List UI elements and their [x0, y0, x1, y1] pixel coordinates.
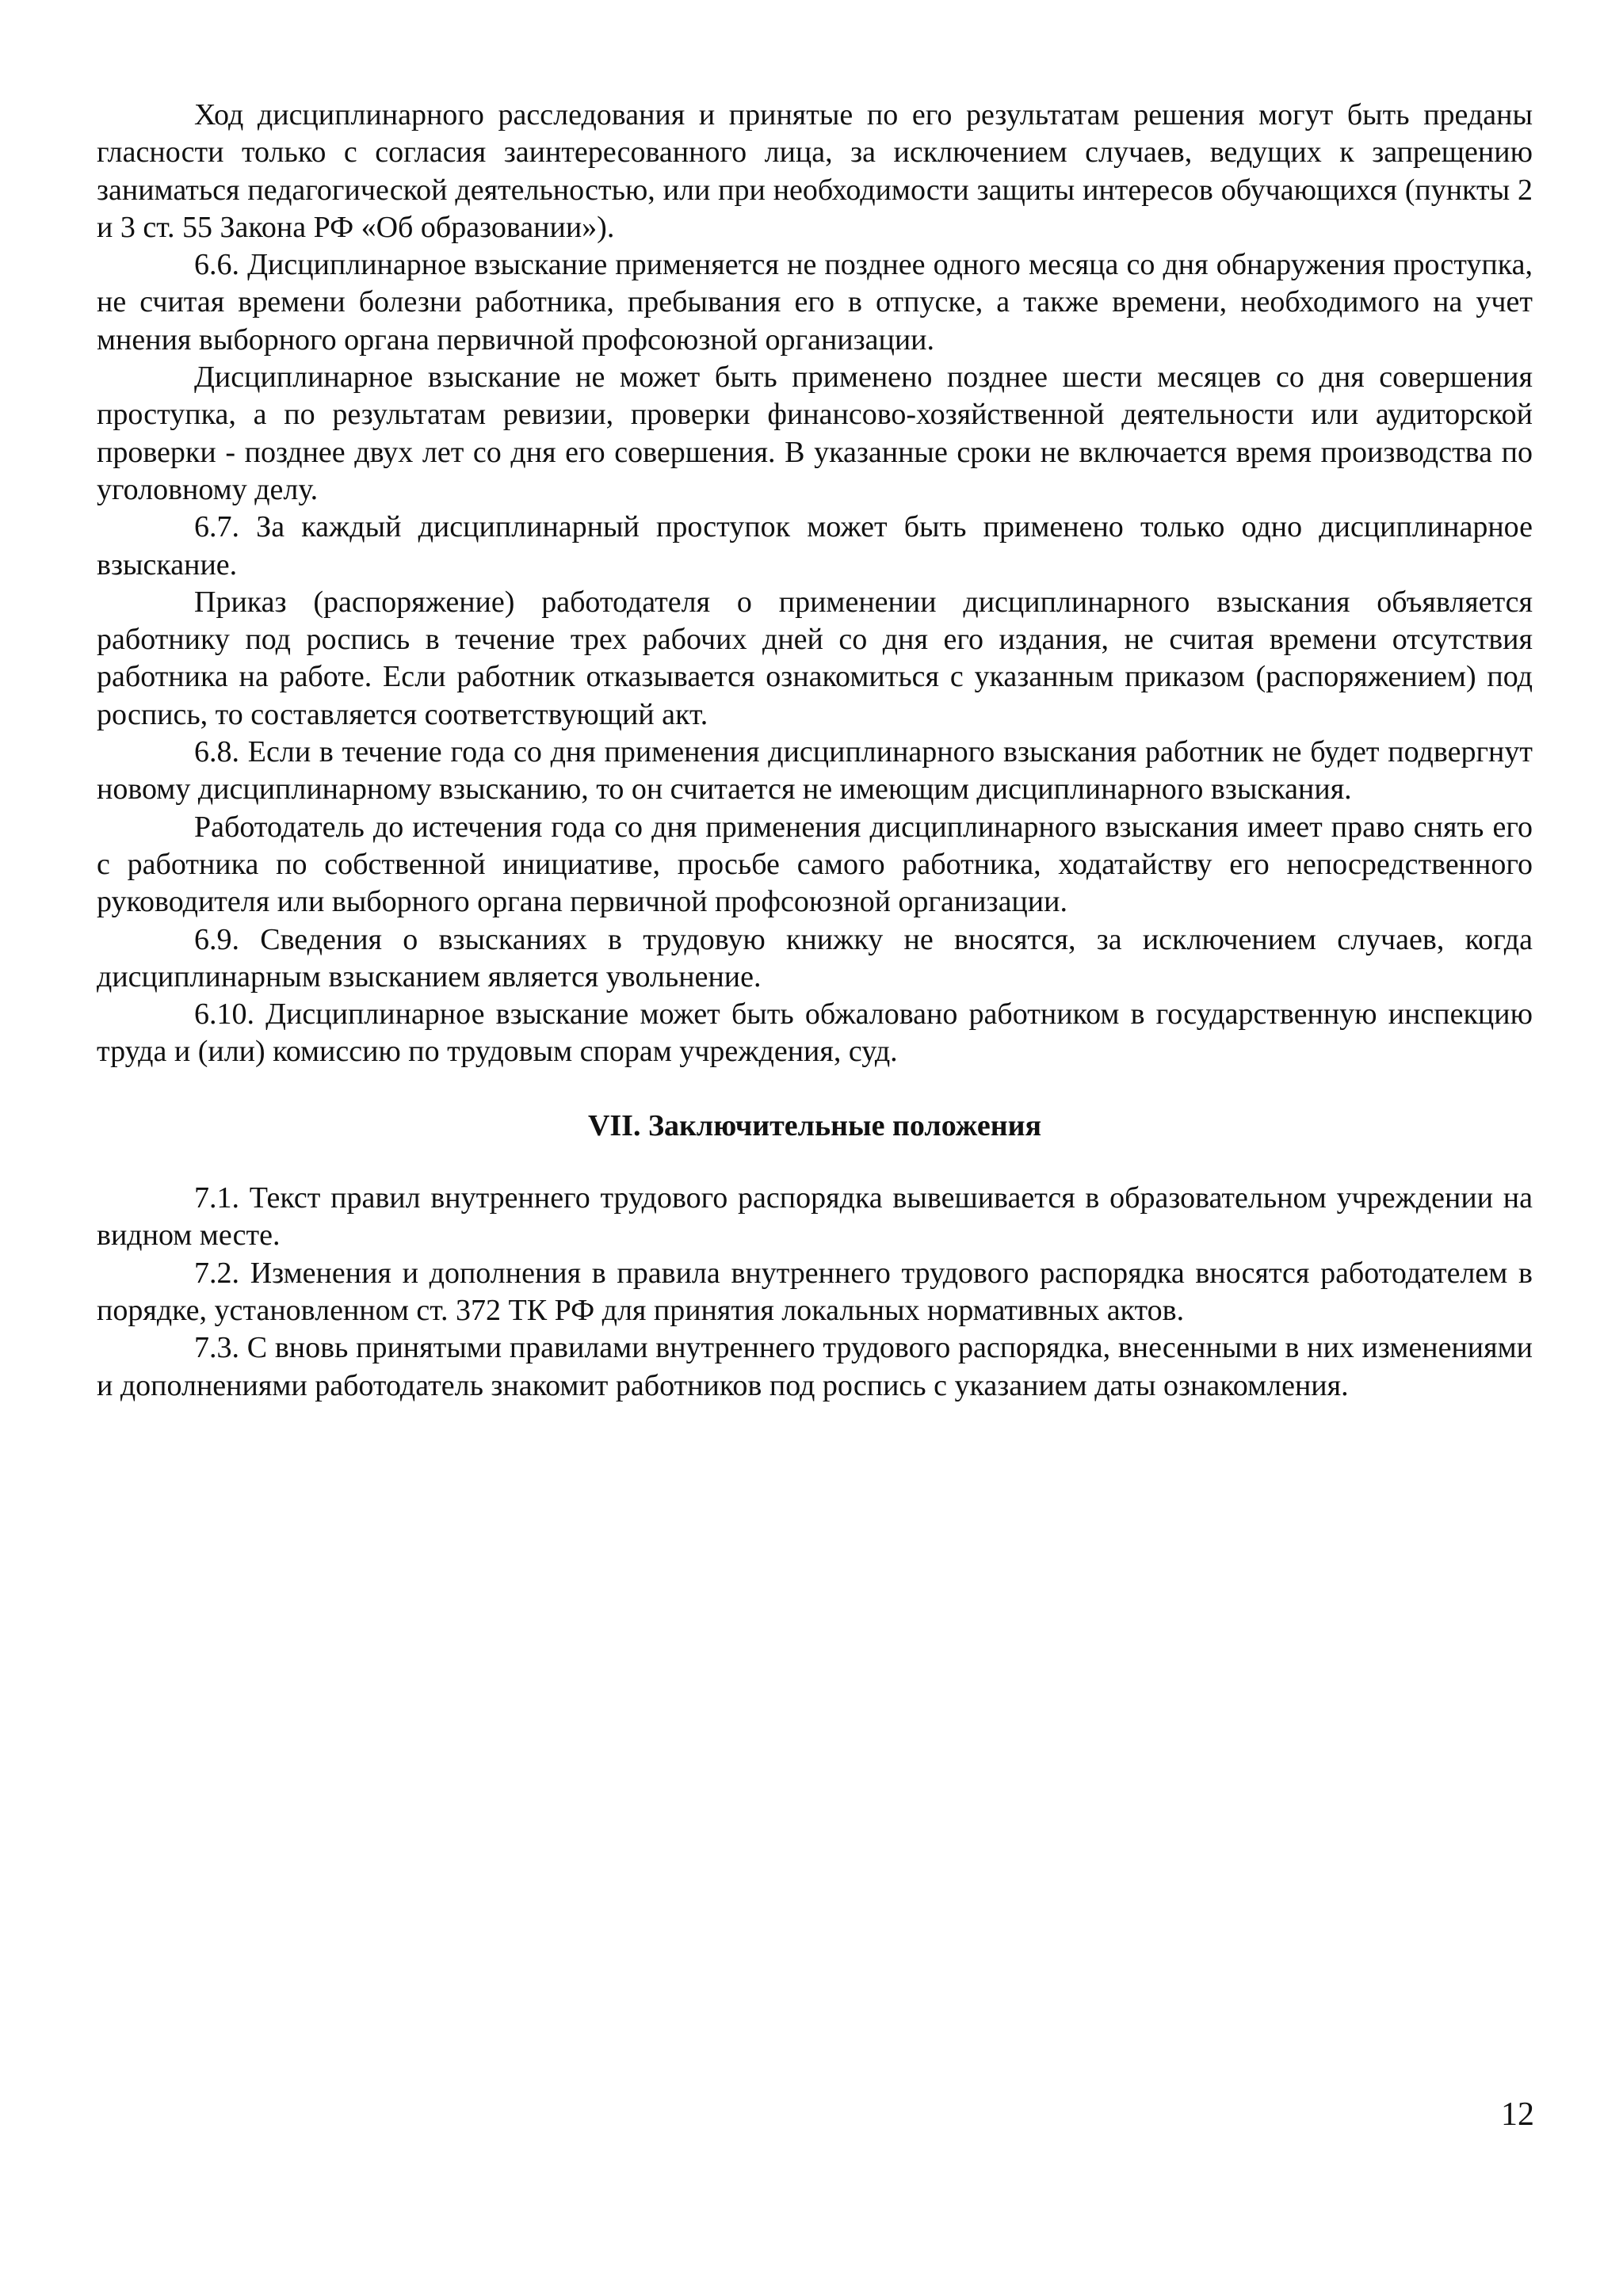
section-heading: VII. Заключительные положения: [587, 1108, 1042, 1142]
page-number: 12: [1501, 2096, 1534, 2133]
paragraph-7-2: 7.2. Изменения и дополнения в правила внутреннего трудового распорядка вносятся работодателем в порядке, установленном ст. 372 ТК РФ для принятия локальных нормативных актов.: [97, 1256, 1533, 1327]
paragraph-disciplinary-investigation: Ход дисциплинарного расследования и принятые по его результатам решения могут быть преданы гласности только с согласия заинтересованного лица, за исключением случаев, ведущих к запрещению заниматься педагогической деятельностью, или при необходимости защиты интересов обучающихся (пункты 2 и 3 ст. 55 Закона РФ «Об образовании»).: [97, 98, 1533, 244]
paragraph-penalty-removal: Работодатель до истечения года со дня применения дисциплинарного взыскания имеет право снять его с работника по собственной инициативе, просьбе самого работника, ходатайству его непосредственного руководителя или выборного органа первичной профсоюзной организации.: [97, 810, 1533, 919]
paragraph-6-9: 6.9. Сведения о взысканиях в трудовую книжку не вносятся, за исключением случаев, когда дисциплинарным взысканием является увольнение.: [97, 922, 1533, 994]
paragraph-penalty-term-limit: Дисциплинарное взыскание не может быть применено позднее шести месяцев со дня совершения проступка, а по результатам ревизии, проверки финансово-хозяйственной деятельности или аудиторской проверки - позднее двух лет со дня его совершения. В указанные сроки не включается время производства по уголовному делу.: [97, 360, 1533, 506]
paragraph-7-3: 7.3. С вновь принятыми правилами внутреннего трудового распорядка, внесенными в них изменениями и дополнениями работодатель знакомит работников под роспись с указанием даты ознакомления.: [97, 1331, 1533, 1402]
paragraph-6-6: 6.6. Дисциплинарное взыскание применяется не позднее одного месяца со дня обнаружения проступка, не считая времени болезни работника, пребывания его в отпуске, а также времени, необходимого на учет мнения выборного органа первичной профсоюзной организации.: [97, 248, 1533, 357]
paragraph-6-10: 6.10. Дисциплинарное взыскание может быть обжаловано работником в государственную инспекцию труда и (или) комиссию по трудовым спорам учреждения, суд.: [97, 997, 1533, 1069]
paragraph-order-signature: Приказ (распоряжение) работодателя о применении дисциплинарного взыскания объявляется работнику под роспись в течение трех рабочих дней со дня его издания, не считая времени отсутствия работника на работе. Если работник отказывается ознакомиться с указанным приказом (распоряжением) под роспись, то составляется соответствующий акт.: [97, 585, 1533, 731]
paragraph-6-7: 6.7. За каждый дисциплинарный проступок может быть применено только одно дисциплинарное взыскание.: [97, 510, 1533, 582]
paragraph-7-1: 7.1. Текст правил внутреннего трудового распорядка вывешивается в образовательном учреждении на видном месте.: [97, 1181, 1533, 1253]
page-content: [97, 97, 1533, 1405]
paragraph-6-8: 6.8. Если в течение года со дня применения дисциплинарного взыскания работник не будет подвергнут новому дисциплинарному взысканию, то он считается не имеющим дисциплинарного взыскания.: [97, 735, 1533, 807]
